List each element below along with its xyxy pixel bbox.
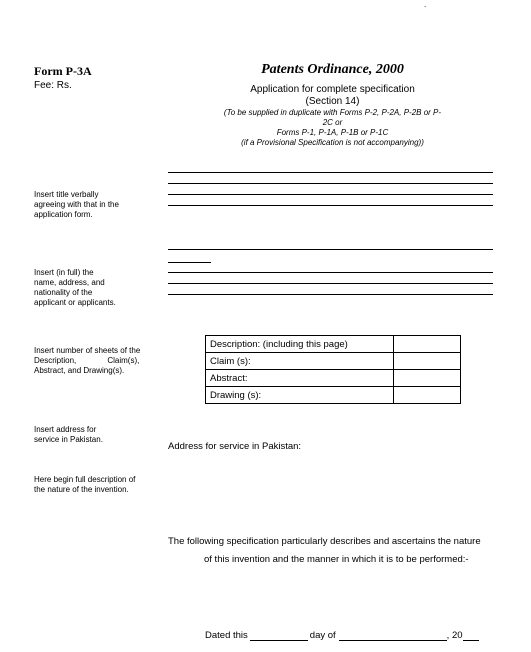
specification-line-2: of this invention and the manner in which it is to be performed:- <box>204 554 469 565</box>
instruction-line: applicant or applicants. <box>34 298 116 307</box>
document-subtitle <box>200 84 465 108</box>
applicant-line-5[interactable] <box>168 294 493 295</box>
title-line-1[interactable] <box>168 172 493 173</box>
note-line: (if a Provisional Specification is not accompanying)) <box>241 138 424 147</box>
title-line-4[interactable] <box>168 205 493 206</box>
row-label: Claim (s): <box>206 353 394 370</box>
specification-line-1: The following specification particularly describes and ascertains the nature <box>168 536 481 547</box>
table-row <box>206 370 461 387</box>
applicant-line-2[interactable] <box>168 262 211 263</box>
applicant-line-4[interactable] <box>168 283 493 284</box>
stray-dot: . <box>424 0 427 9</box>
subtitle-line: Application for complete specification <box>250 84 415 95</box>
dated-line <box>205 630 479 641</box>
instruction-line: the nature of the invention. <box>34 485 129 494</box>
day-field[interactable] <box>250 630 308 641</box>
note-line: 2C or <box>322 118 343 127</box>
row-label: Drawing (s): <box>206 387 394 404</box>
dated-label: Dated this <box>205 630 248 641</box>
day-of-label: day of <box>309 630 336 641</box>
table-row <box>206 336 461 353</box>
instruction-line: Abstract, and Drawing(s). <box>34 366 125 375</box>
drawing-sheets-field[interactable] <box>394 387 461 404</box>
form-number: Form P-3A <box>34 64 92 78</box>
row-label: Abstract: <box>206 370 394 387</box>
instruction-line: Insert address for <box>34 425 97 434</box>
row-label: Description: (including this page) <box>206 336 394 353</box>
description-sheets-field[interactable] <box>394 336 461 353</box>
instruction-line: Here begin full description of <box>34 475 136 484</box>
applicant-line-3[interactable] <box>168 272 493 273</box>
instruction-line: Insert (in full) the <box>34 268 94 277</box>
instruction-sheets <box>34 346 159 376</box>
sheet-count-table <box>205 335 461 404</box>
instruction-line: Insert title verbally <box>34 190 99 199</box>
abstract-sheets-field[interactable] <box>394 370 461 387</box>
instruction-description <box>34 475 159 495</box>
title-line-3[interactable] <box>168 194 493 195</box>
year-field[interactable] <box>463 630 479 641</box>
instruction-title <box>34 190 159 220</box>
fee-label: Fee: Rs. <box>34 80 72 91</box>
instruction-line: nationality of the <box>34 288 93 297</box>
instruction-line: name, address, and <box>34 278 105 287</box>
instruction-line: Description, Claim(s), <box>34 356 140 365</box>
claim-sheets-field[interactable] <box>394 353 461 370</box>
instruction-applicant <box>34 268 159 308</box>
instruction-line: Insert number of sheets of the <box>34 346 141 355</box>
section-reference: (Section 14) <box>305 96 360 107</box>
year-prefix: , 20 <box>446 630 463 641</box>
table-row <box>206 387 461 404</box>
instruction-line: agreeing with that in the <box>34 200 119 209</box>
instruction-line: application form. <box>34 210 93 219</box>
address-label: Address for service in Pakistan: <box>168 441 302 452</box>
table-row <box>206 353 461 370</box>
note-line: Forms P-1, P-1A, P-1B or P-1C <box>276 128 389 137</box>
note-line: (To be supplied in duplicate with Forms P-2, P-2A, P-2B or P- <box>223 108 442 117</box>
document-title: Patents Ordinance, 2000 <box>261 62 404 77</box>
title-line-2[interactable] <box>168 183 493 184</box>
applicant-line-1[interactable] <box>168 249 493 250</box>
month-field[interactable] <box>339 630 447 641</box>
instruction-address <box>34 425 159 445</box>
supply-note <box>200 108 465 148</box>
instruction-line: service in Pakistan. <box>34 435 103 444</box>
